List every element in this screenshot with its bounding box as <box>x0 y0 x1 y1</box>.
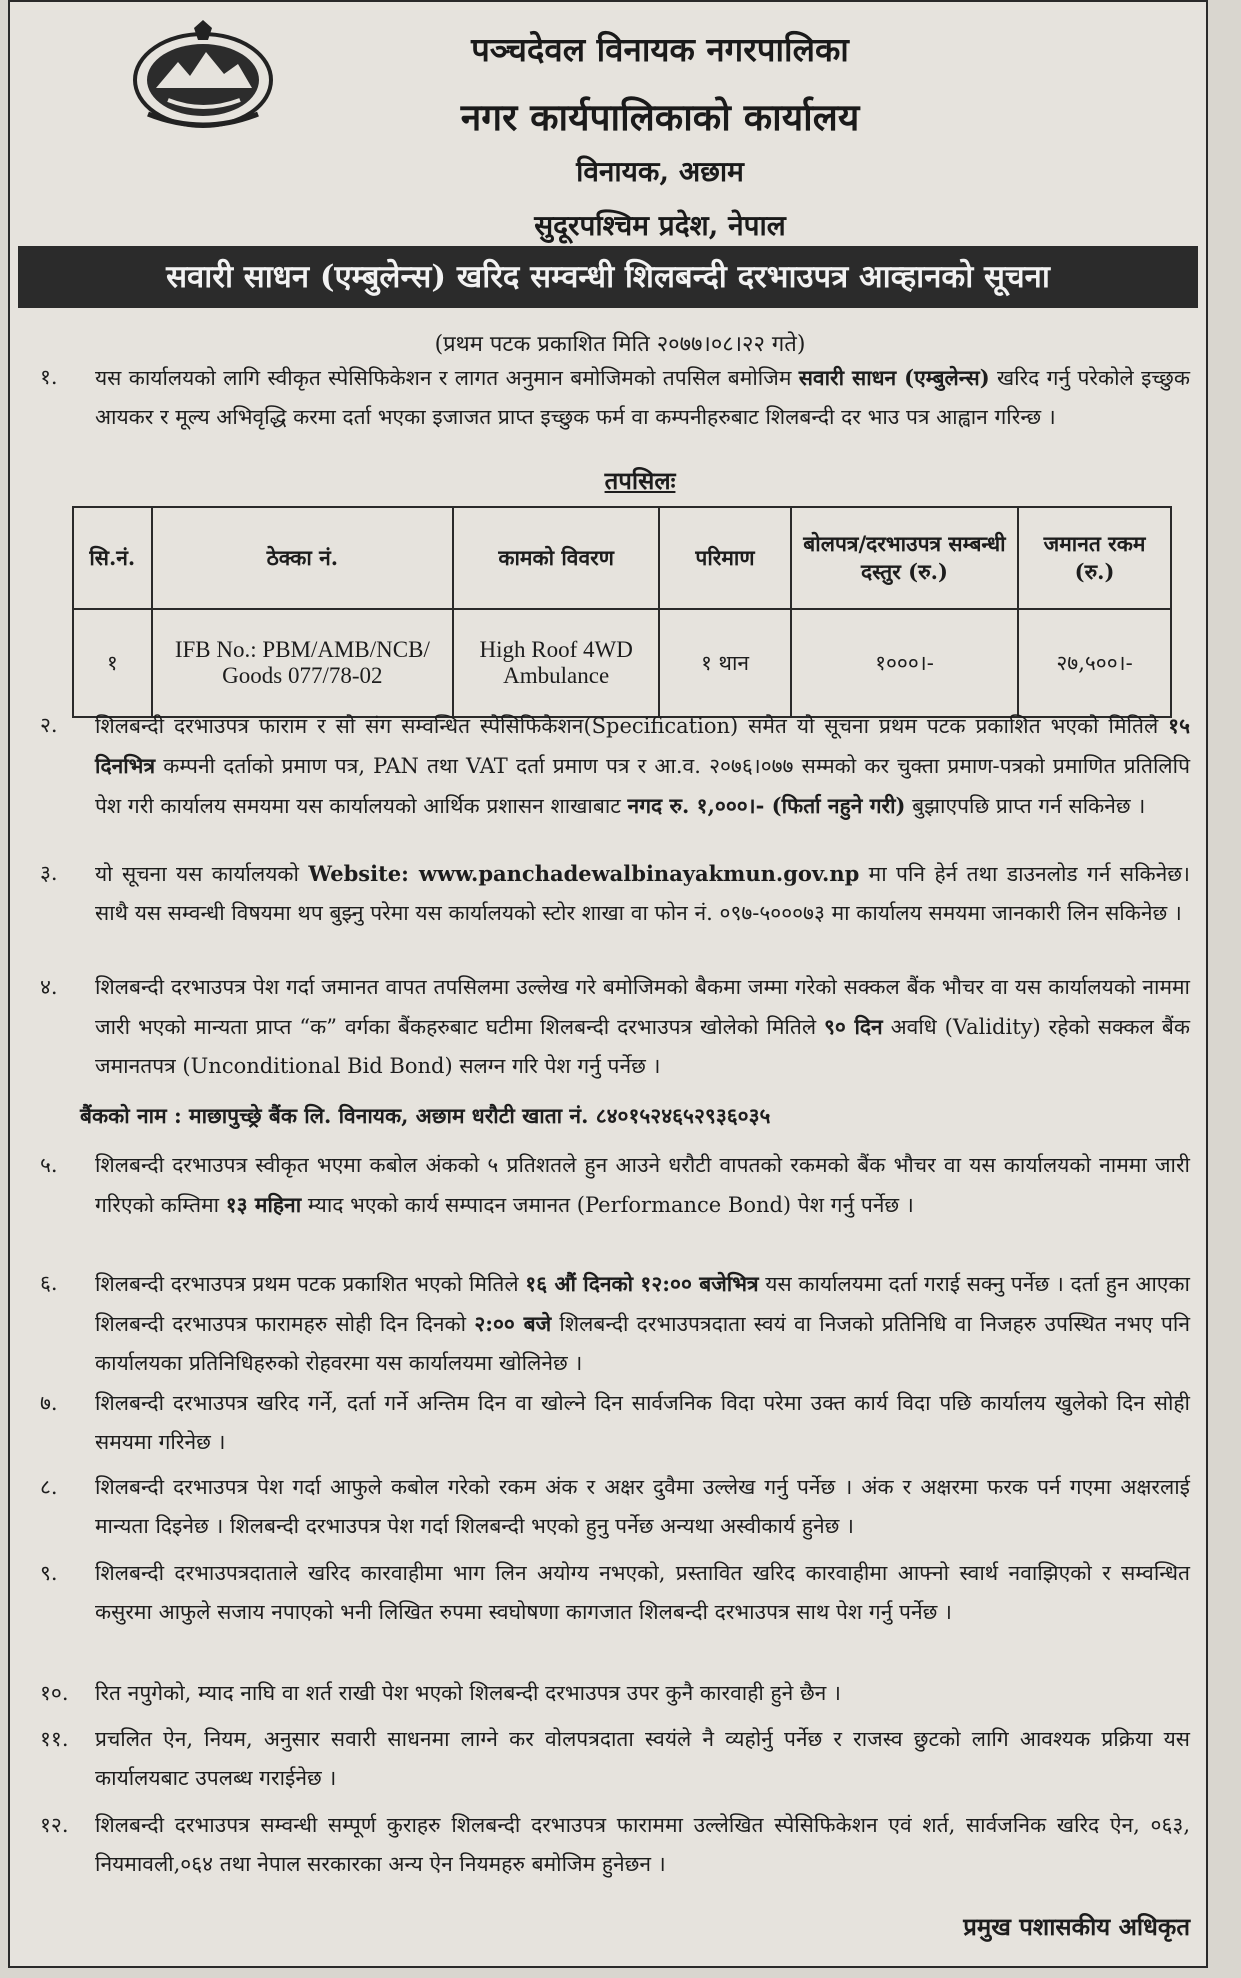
point-text: यस कार्यालयमा दर्ता गराई सक्नु पर्नेछ । दर्ता हुन आएका शिलबन्दी दरभाउपत्र फारामहरु सोही दिन दिनको <box>95 1272 1190 1336</box>
point-number: ५. <box>40 1153 58 1177</box>
point-text: शिलबन्दी दरभाउपत्रदाताले खरिद कारवाहीमा भाग लिन अयोग्य नभएको, प्रस्तावित खरिद कारवाहीमा आफ्नो स्वार्थ नवाझिएको र सम्वन्धित कसुरमा आफुले सजाय नपाएको भनी लिखित रुपमा स्वघोषणा कागजात शिलबन्दी दरभाउपत्र साथ पेश गर्नु पर्नेछ । <box>95 1561 1190 1624</box>
notice-point-5 <box>40 1146 1190 1225</box>
point-number: १०. <box>40 1681 69 1705</box>
notice-point-2 <box>40 706 1190 826</box>
table-header: कामको विवरण <box>453 507 659 609</box>
point-text: अवधि (Validity) रहेको सक्कल बैंक जमानतपत्र (Unconditional Bid Bond) सलग्न गरि पेश गर्नु पर्नेछ । <box>95 1015 1190 1078</box>
table-cell: IFB No.: PBM/AMB/NCB/ Goods 077/78-02 <box>152 609 454 717</box>
table-header: सि.नं. <box>73 507 152 609</box>
point-number: ११. <box>40 1727 69 1751</box>
point-text: शिलबन्दी दरभाउपत्र स्वीकृत भएमा कबोल अंकको ५ प्रतिशतले हुन आउने धरौटी वापतको रकमको बैंक भौचर वा यस कार्यालयको नाममा जारी गरिएको कम्तिमा <box>95 1153 1190 1217</box>
point-text: रित नपुगेको, म्याद नाघि वा शर्त राखी पेश भएको शिलबन्दी दरभाउपत्र उपर कुनै कारवाही हुने छैन । <box>95 1681 841 1705</box>
point-text: शिलबन्दी दरभाउपत्र फाराम र सो संग सम्वन्धित स्पेसिफिकेशन(Specification) समेत यो सूचना प्रथम पटक प्रकाशित भएको मितिले <box>95 714 1169 738</box>
publication-date: (प्रथम पटक प्रकाशित मिति २०७७।०८।२२ गते) <box>434 332 806 357</box>
table-header: परिमाण <box>659 507 791 609</box>
point-text: यस कार्यालयको लागि स्वीकृत स्पेसिफिकेशन र लागत अनुमान बमोजिमको तपसिल बमोजिम <box>95 366 799 390</box>
bank-account-details: बैंकको नाम : माछापुच्छ्रे बैंक लि. विनायक, अछाम धरौटी खाता नं. ८४०१५२४६५२९३६०३५ <box>80 1103 771 1128</box>
notice-point-6 <box>40 1264 1190 1383</box>
notice-point-9 <box>40 1554 1190 1632</box>
notice-point-3 <box>40 854 1190 933</box>
point-text: मा पनि हेर्न तथा डाउनलोड गर्न सकिनेछ। साथै यस सम्वन्धी विषयमा थप बुझ्नु परेमा यस कार्यालयको स्टोर शाखा वा फोन नं. ०९७-५०००७३ मा कार्यालय समयमा जानकारी लिन सकिनेछ । <box>95 862 1190 925</box>
point-text: शिलबन्दी दरभाउपत्र सम्वन्धी सम्पूर्ण कुराहरु शिलबन्दी दरभाउपत्र फाराममा उल्लेखित स्पेसिफिकेशन एवं शर्त, सार्वजनिक खरिद ऐन, ०६३, नियमावली,०६४ तथा नेपाल सरकारका अन्य ऐन नियमहरु बमोजिम हुनेछन । <box>95 1813 1190 1876</box>
point-bold-text: १६ औं दिनको १२:०० बजेभित्र <box>525 1271 759 1296</box>
table-cell: २७,५००।- <box>1018 609 1171 717</box>
tender-table <box>72 506 1172 718</box>
table-header: ठेक्का नं. <box>152 507 454 609</box>
point-number: १. <box>40 365 58 389</box>
point-number: ३. <box>40 861 58 885</box>
point-text: खरिद गर्नु परेकोले इच्छुक आयकर र मूल्य अभिवृद्धि करमा दर्ता भएका इजाजत प्राप्त इच्छुक फर्म वा कम्पनीहरुबाट शिलबन्दी दर भाउ पत्र आह्वान गरिन्छ । <box>95 366 1190 429</box>
point-bold-text: ९० दिन <box>824 1014 883 1039</box>
point-bold-text: नगद रु. १,०००।- (फिर्ता नहुने गरी) <box>627 793 906 818</box>
table-row <box>73 609 1171 717</box>
table-cell: High Roof 4WD Ambulance <box>453 609 659 717</box>
point-text: शिलबन्दी दरभाउपत्रदाता स्वयं वा निजको प्रतिनिधि वा निजहरु उपस्थित नभए पनि कार्यालयका प्रतिनिधिहरुको रोहवरमा यस कार्यालयमा खोलिनेछ । <box>95 1312 1190 1375</box>
point-text: बुझाएपछि प्राप्त गर्न सकिनेछ । <box>905 794 1146 818</box>
point-number: ७. <box>40 1391 58 1415</box>
point-number: ६. <box>40 1271 58 1295</box>
point-text: कम्पनी दर्ताको प्रमाण पत्र, PAN तथा VAT दर्ता प्रमाण पत्र र आ.व. २०७६।०७७ सम्मको कर चुक्ता प्रमाण-पत्रको प्रमाणित प्रतिलिपि पेश गरी कार्यालय समयमा यस कार्यालयको आर्थिक प्रशासन शाखाबाट <box>95 754 1190 818</box>
point-number: १२. <box>40 1813 69 1837</box>
point-bold-text: १३ महिना <box>225 1192 302 1217</box>
notice-point-1 <box>40 358 1190 437</box>
point-text: शिलबन्दी दरभाउपत्र प्रथम पटक प्रकाशित भएको मितिले <box>95 1272 526 1296</box>
point-text: प्रचलित ऐन, नियम, अनुसार सवारी साधनमा लाग्ने कर वोलपत्रदाता स्वयंले नै व्यहोर्नु पर्नेछ र राजस्व छुटको लागि आवश्यक प्रक्रिया यस कार्यालयबाट उपलब्ध गराईनेछ । <box>95 1727 1190 1790</box>
nepal-emblem-icon <box>128 18 278 130</box>
table-cell: १०००।- <box>791 609 1018 717</box>
notice-point-10 <box>40 1674 1190 1713</box>
office-location: विनायक, अछाम <box>576 155 744 188</box>
province-country: सुदूरपश्चिम प्रदेश, नेपाल <box>534 209 786 242</box>
point-text: शिलबन्दी दरभाउपत्र पेश गर्दा जमानत वापत तपसिलमा उल्लेख गरे बमोजिमको बैकमा जम्मा गरेको सक्कल बैंक भौचर वा यस कार्यालयको नाममा जारी भएको मान्यता प्राप्त “क” वर्गका बैंकहरुबाट घटीमा शिलबन्दी दरभाउपत्र खोलेको मितिले <box>95 975 1190 1039</box>
notice-title-banner: सवारी साधन (एम्बुलेन्स) खरिद सम्वन्धी शिलबन्दी दरभाउपत्र आव्हानको सूचना <box>18 246 1198 308</box>
point-number: ८. <box>40 1475 58 1499</box>
notice-point-7 <box>40 1384 1190 1462</box>
point-text: शिलबन्दी दरभाउपत्र पेश गर्दा आफुले कबोल गरेको रकम अंक र अक्षर दुवैमा उल्लेख गर्नु पर्नेछ । अंक र अक्षरमा फरक पर्न गएमा अक्षरलाई मान्यता दिइनेछ । शिलबन्दी दरभाउपत्र पेश गर्दा शिलबन्दी भएको हुनु पर्नेछ अन्यथा अस्वीकार्य हुनेछ । <box>95 1475 1190 1538</box>
point-text: शिलबन्दी दरभाउपत्र खरिद गर्ने, दर्ता गर्ने अन्तिम दिन वा खोल्ने दिन सार्वजनिक विदा परेमा उक्त कार्य विदा पछि कार्यालय खुलेको दिन सोही समयमा गरिनेछ । <box>95 1391 1190 1454</box>
table-header: बोलपत्र/दरभाउपत्र सम्बन्धी दस्तुर (रु.) <box>791 507 1018 609</box>
office-name: नगर कार्यपालिकाको कार्यालय <box>460 95 860 139</box>
point-number: २. <box>40 713 58 737</box>
notice-page <box>8 0 1208 1968</box>
point-bold-text: २:०० बजे <box>474 1311 552 1336</box>
point-text: यो सूचना यस कार्यालयको <box>95 862 309 886</box>
municipality-name: पञ्चदेवल विनायक नगरपालिका <box>471 30 849 69</box>
notice-point-8 <box>40 1468 1190 1546</box>
notice-point-12 <box>40 1806 1190 1884</box>
point-number: ४. <box>40 975 58 999</box>
notice-point-11 <box>40 1720 1190 1798</box>
details-heading: तपसिलः <box>604 466 676 495</box>
point-number: ९. <box>40 1561 58 1585</box>
table-cell: १ थान <box>659 609 791 717</box>
table-header: जमानत रकम (रु.) <box>1018 507 1171 609</box>
point-bold-text: सवारी साधन (एम्बुलेन्स) <box>798 365 990 390</box>
website-url: Website: www.panchadewalbinayakmun.gov.np <box>308 861 860 886</box>
table-cell: १ <box>73 609 152 717</box>
notice-point-4 <box>40 968 1190 1086</box>
table-header-row <box>73 507 1171 609</box>
point-text: म्याद भएको कार्य सम्पादन जमानत (Performance Bond) पेश गर्नु पर्नेछ । <box>301 1193 914 1217</box>
signatory-title: प्रमुख पशासकीय अधिकृत <box>963 1912 1190 1941</box>
point-bold-text: १५ दिनभित्र <box>95 713 1190 778</box>
